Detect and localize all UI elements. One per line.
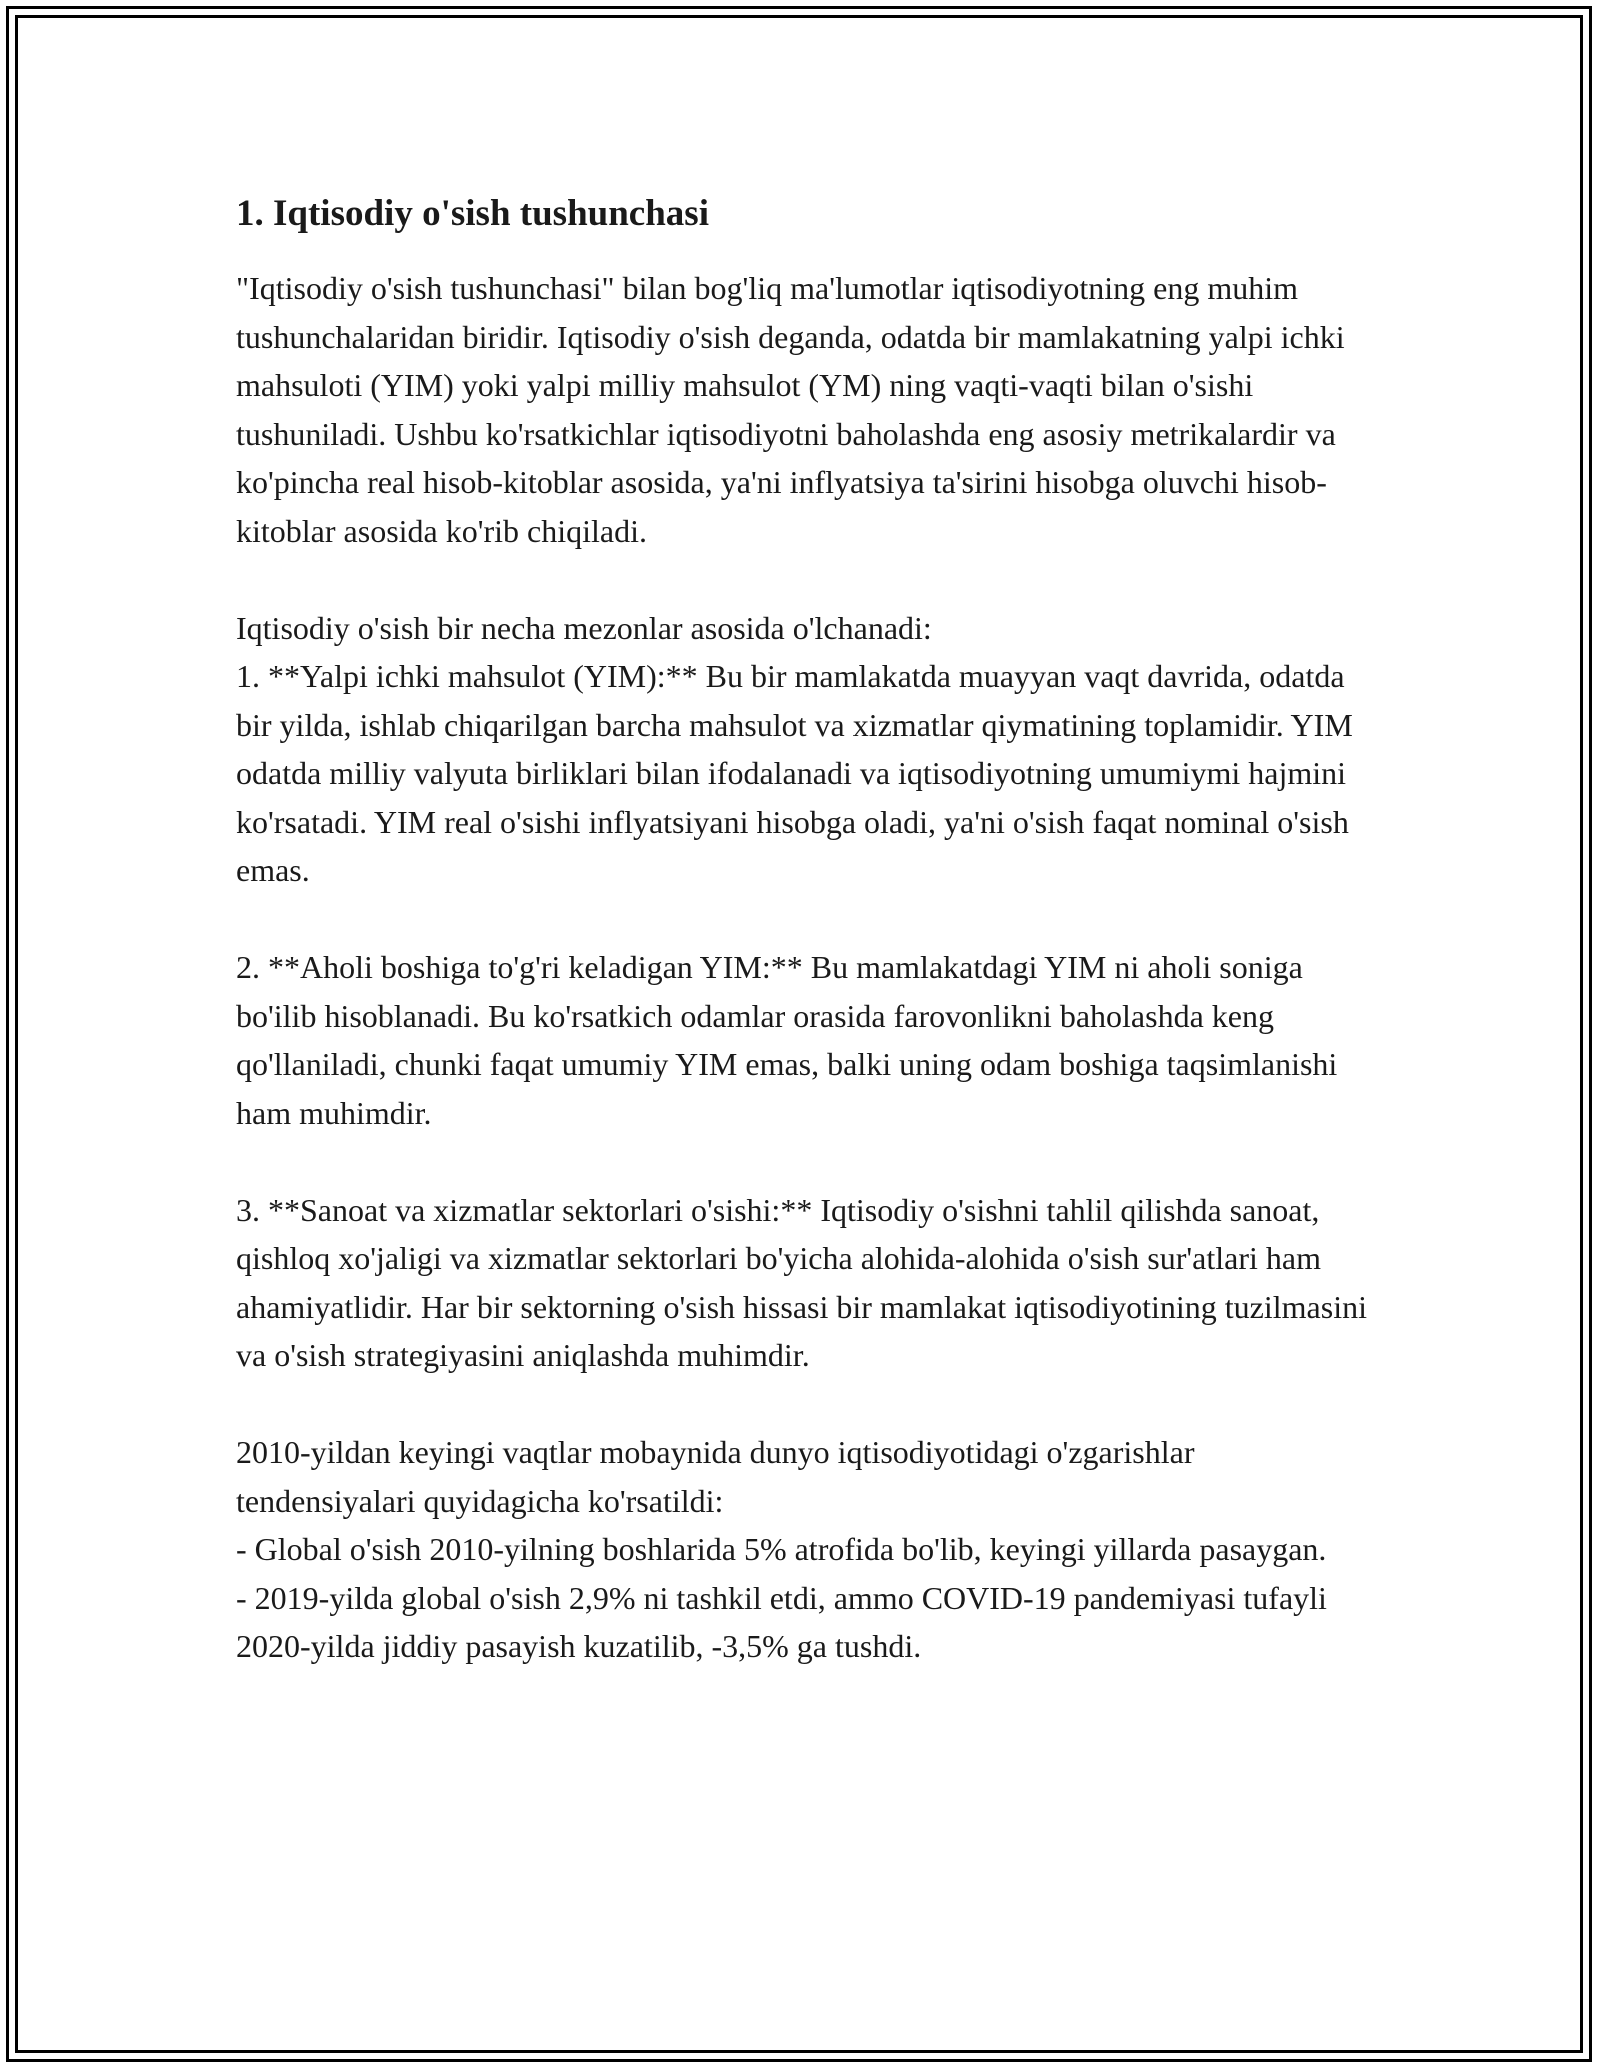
trends-intro: 2010-yildan keyingi vaqtlar mobaynida dunyo iqtisodiyotidagi o'zgarishlar tendensiyalari quyidagicha ko'rsatildi: <box>236 1434 1195 1519</box>
section-heading: 1. Iqtisodiy o'sish tushunchasi <box>236 193 709 234</box>
paragraph-spacer <box>236 1380 1376 1429</box>
paragraph-spacer <box>236 895 1376 944</box>
criteria-intro: Iqtisodiy o'sish bir necha mezonlar asosida o'lchanadi: <box>236 609 932 646</box>
criteria-item-3: 3. **Sanoat va xizmatlar sektorlari o'sishi:** Iqtisodiy o'sishni tahlil qilishda sanoat, qishloq xo'jaligi va xizmatlar sektorlari bo'yicha alohida-alohida o'sish sur'atlari ham ahamiyatlidir. Har bir sektorning o'sish hissasi bir mamlakat iqtisodiyotining tuzilmasini va o'sish strategiyasini aniqlashda muhimdir. <box>236 1191 1367 1373</box>
intro-paragraph: "Iqtisodiy o'sish tushunchasi" bilan bog'liq ma'lumotlar iqtisodiyotning eng muhim tushunchalaridan biridir. Iqtisodiy o'sish deganda, odatda bir mamlakatning yalpi ichki mahsuloti (YIM) yoki yalpi milliy mahsulot (YM) ning vaqti-vaqti bilan o'sishi tushuniladi. Ushbu ko'rsatkichlar iqtisodiyotni baholashda eng asosiy metrikalardir va ko'pincha real hisob-kitoblar asosida, ya'ni inflyatsiya ta'sirini hisobga oluvchi hisob-kitoblar asosida ko'rib chiqiladi. <box>236 270 1345 549</box>
trend-item-1: - Global o'sish 2010-yilning boshlarida 5% atrofida bo'lib, keyingi yillarda pasaygan. <box>236 1531 1327 1567</box>
paragraph-spacer <box>236 1137 1376 1186</box>
criteria-item-1: 1. **Yalpi ichki mahsulot (YIM):** Bu bir mamlakatda muayyan vaqt davrida, odatda bir yilda, ishlab chiqarilgan barcha mahsulot va xizmatlar qiymatining toplamidir. YIM odatda milliy valyuta birliklari bilan ifodalanadi va iqtisodiyotning umumiymi hajmini ko'rsatadi. YIM real o'sishi inflyatsiyani hisobga oladi, ya'ni o'sish faqat nominal o'sish emas. <box>236 658 1353 888</box>
document-body <box>236 190 1376 1671</box>
paragraph-spacer <box>236 555 1376 604</box>
trend-item-2: - 2019-yilda global o'sish 2,9% ni tashkil etdi, ammo COVID-19 pandemiyasi tufayli 2020-yilda jiddiy pasayish kuzatilib, -3,5% ga tushdi. <box>236 1579 1327 1664</box>
criteria-item-2: 2. **Aholi boshiga to'g'ri keladigan YIM:** Bu mamlakatdagi YIM ni aholi soniga bo'ilib hisoblanadi. Bu ko'rsatkich odamlar orasida farovonlikni baholashda keng qo'llaniladi, chunki faqat umumiy YIM emas, balki uning odam boshiga taqsimlanishi ham muhimdir. <box>236 949 1338 1131</box>
